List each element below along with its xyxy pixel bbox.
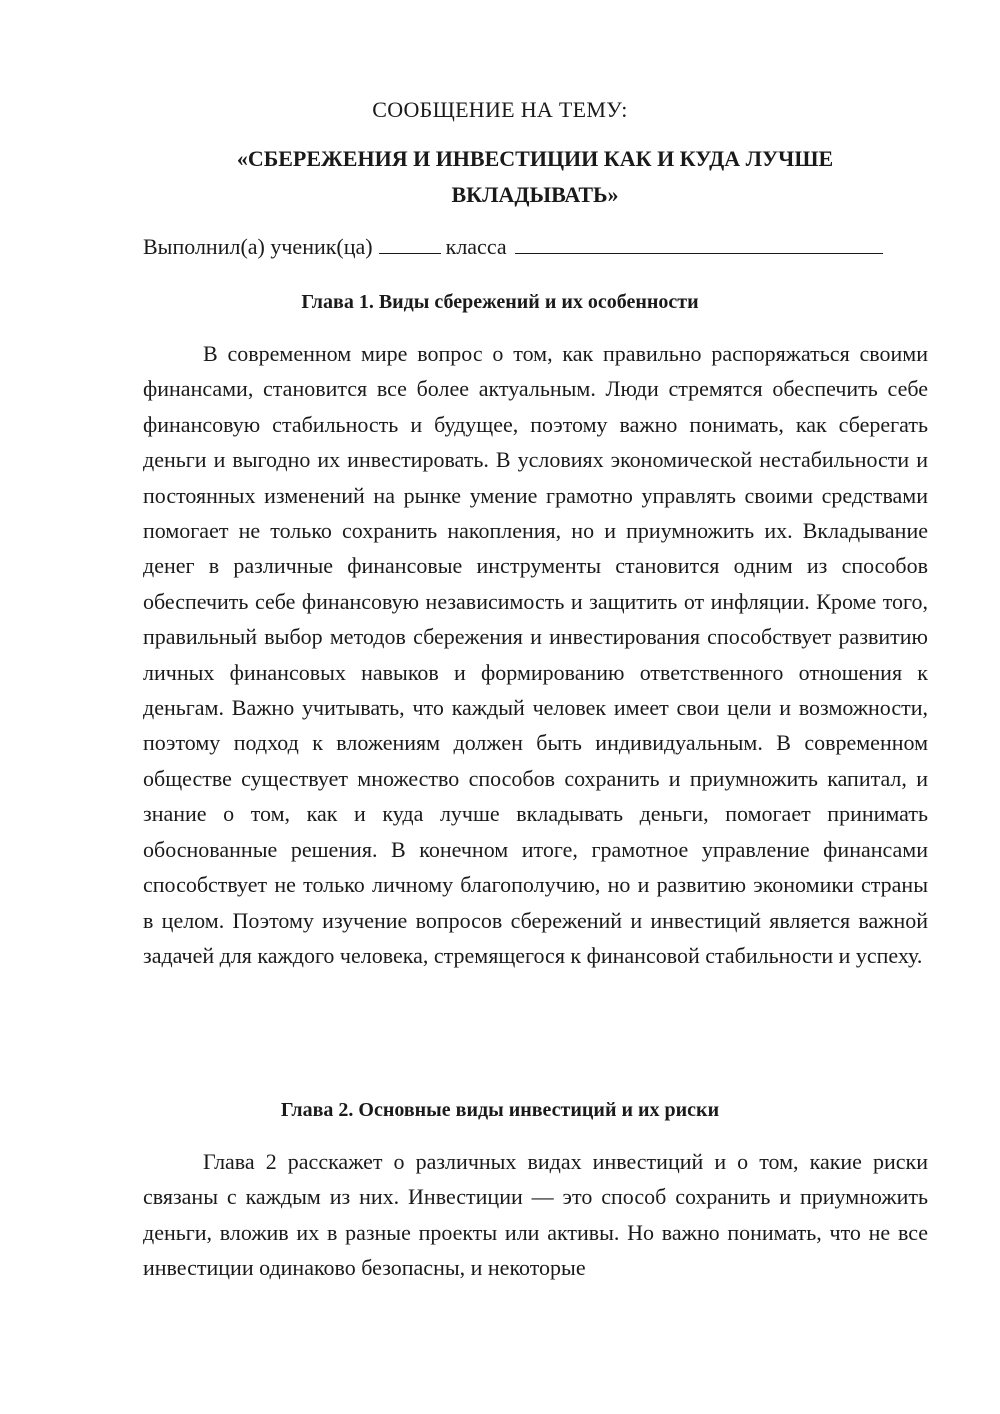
grade-blank <box>379 231 441 254</box>
class-label: класса <box>445 234 507 259</box>
chapter-1-heading: Глава 1. Виды сбережений и их особенности <box>301 291 699 313</box>
author-line <box>143 231 883 262</box>
chapter-1-paragraph: В современном мире вопрос о том, как правильно распоряжаться своими финансами, становится все более актуальным. Люди стремятся обеспечить себе финансовую стабильность и будущее, поэтому важно понимать, как сберегать деньги и выгодно их инвестировать. В условиях экономической нестабильности и постоянных изменений на рынке умение грамотно управлять своими средствами помогает не только сохранить накопления, но и приумножить их. Вкладывание денег в различные финансовые инструменты становится одним из способов обеспечить себе финансовую независимость и защитить от инфляции. Кроме того, правильный выбор методов сбережения и инвестирования способствует развитию личных финансовых навыков и формированию ответственного отношения к деньгам. Важно учитывать, что каждый человек имеет свои цели и возможности, поэтому подход к вложениям должен быть индивидуальным. В современном обществе существует множество способов сохранить и приумножить капитал, и знание о том, как и куда лучше вкладывать деньги, помогает принимать обоснованные решения. В конечном итоге, грамотное управление финансами способствует не только личному благополучию, но и развитию экономики страны в целом. Поэтому изучение вопросов сбережений и инвестиций является важной задачей для каждого человека, стремящегося к финансовой стабильности и успеху. <box>143 341 928 968</box>
name-blank <box>515 231 883 254</box>
author-label: Выполнил(а) ученик(ца) <box>143 234 373 259</box>
chapter-2-heading: Глава 2. Основные виды инвестиций и их риски <box>280 1099 720 1121</box>
document-subtitle: СООБЩЕНИЕ НА ТЕМУ: <box>372 97 628 122</box>
document-title: «СБЕРЕЖЕНИЯ И ИНВЕСТИЦИИ КАК И КУДА ЛУЧШЕ ВКЛАДЫВАТЬ» <box>236 146 834 207</box>
chapter-2-paragraph: Глава 2 расскажет о различных видах инвестиций и о том, какие риски связаны с каждым из них. Инвестиции — это способ сохранить и приумножить деньги, вложив их в разные проекты или активы. Но важно понимать, что не все инвестиции одинаково безопасны, и некоторые <box>143 1149 928 1281</box>
